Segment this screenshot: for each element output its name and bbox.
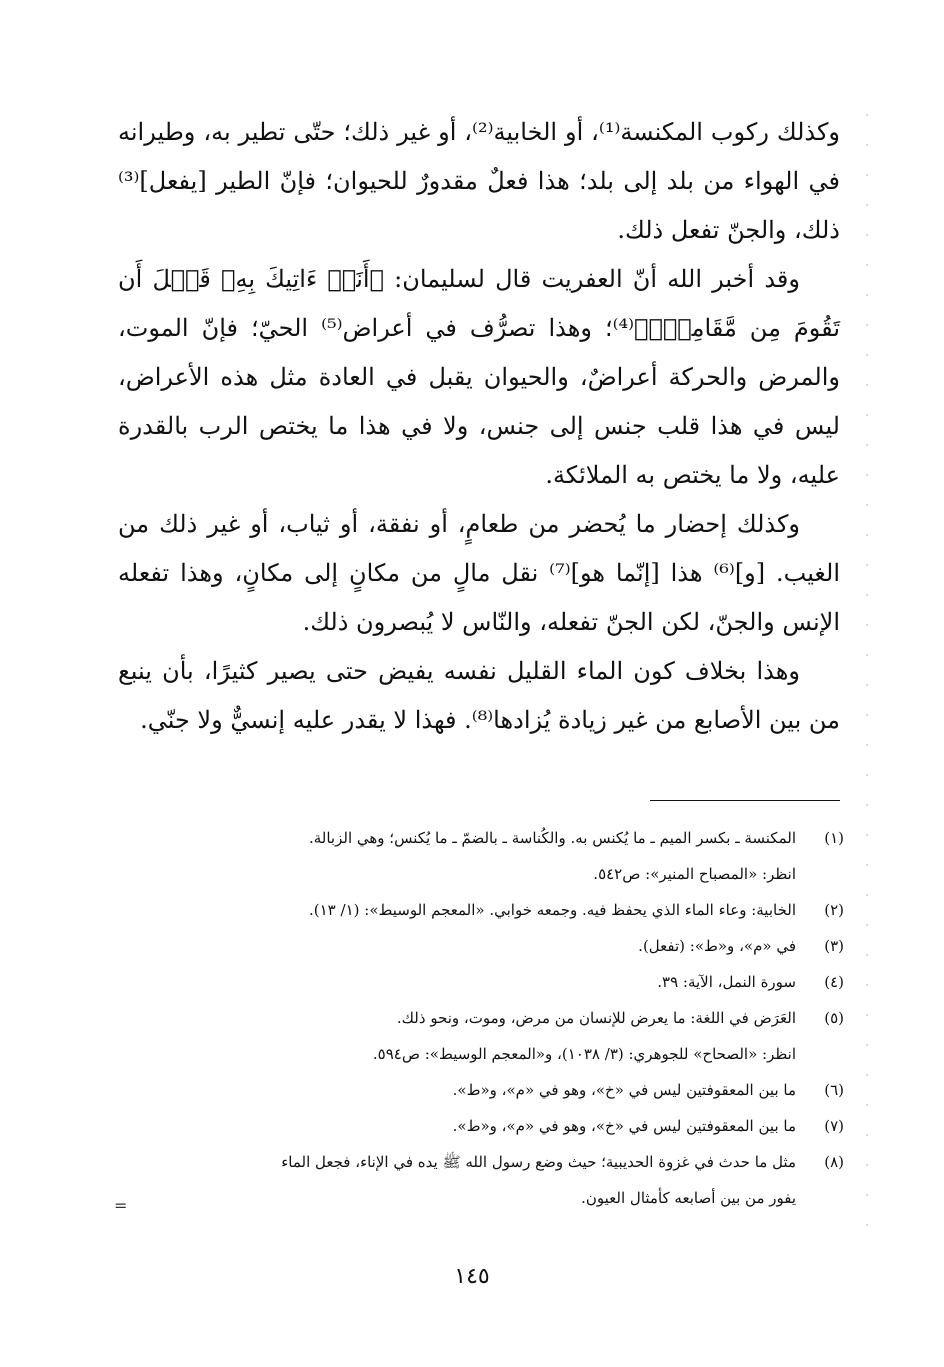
- footnote: [120, 928, 844, 964]
- footnote: [120, 1000, 844, 1072]
- footnote-number: (٥): [824, 1009, 844, 1027]
- footnote-number: (٢): [824, 901, 844, 919]
- page-number: ١٤٥: [454, 1264, 490, 1289]
- footnote-text: [120, 820, 796, 892]
- footnote-line: انظر: «الصحاح» للجوهري: (٣/ ١٠٣٨)، و«المعجم الوسيط»: ص٥٩٤.: [372, 1045, 796, 1063]
- footnote-line: ما بين المعقوفتين ليس في «خ»، وهو في «م»، و«ط».: [452, 1081, 796, 1099]
- footnote: [120, 892, 844, 928]
- footnote: [120, 1072, 844, 1108]
- footnote-text: [120, 1144, 796, 1216]
- footnote-line: العَرَض في اللغة: ما يعرض للإنسان من مرض، وموت، ونحو ذلك.: [396, 1009, 796, 1027]
- footnote: [120, 1144, 844, 1216]
- footnote-line: ما بين المعقوفتين ليس في «خ»، وهو في «م»، و«ط».: [452, 1117, 796, 1135]
- footnote: [120, 964, 844, 1000]
- footnote-line: انظر: «المصباح المنير»: ص٥٤٢.: [593, 865, 796, 883]
- footnote-number: (١): [824, 829, 844, 847]
- footnote-number: (٣): [824, 937, 844, 955]
- footnote-separator: [650, 800, 840, 801]
- footnote: [120, 820, 844, 892]
- footnote-text: [120, 964, 796, 1000]
- footnote-number: (٨): [824, 1153, 844, 1171]
- footnote-number: (٦): [824, 1081, 844, 1099]
- paragraph: وكذلك ركوب المكنسة⁽¹⁾، أو الخابية⁽²⁾، أو غير ذلك؛ حتّى تطير به، وطيرانه في الهواء من بلد إلى بلد؛ هذا فعلٌ مقدورٌ للحيوان؛ فإنّ الطير [يفعل]⁽³⁾ ذلك، والجنّ تفعل ذلك.: [118, 118, 841, 244]
- footnote-line: مثل ما حدث في غزوة الحديبية؛ حيث وضع رسول الله ﷺ يده في الإناء، فجعل الماء: [281, 1153, 796, 1171]
- footnote-text: [120, 928, 796, 964]
- paragraph: وهذا بخلاف كون الماء القليل نفسه يفيض حتى يصير كثيرًا، بأن ينبع من بين الأصابع من غير زيادة يُزادها⁽⁸⁾. فهذا لا يقدر عليه إنسيٌّ ولا جنّي.: [118, 657, 840, 734]
- footnote-line: الخابية: وعاء الماء الذي يحفظ فيه. وجمعه خوابي. «المعجم الوسيط»: (١/ ١٣).: [309, 901, 796, 919]
- footnote-number: (٤): [824, 973, 844, 991]
- footnote-line: سورة النمل، الآية: ٣٩.: [657, 973, 796, 991]
- footnote-text: [120, 892, 796, 928]
- continuation-mark: =: [114, 1196, 128, 1215]
- paragraph: وكذلك إحضار ما يُحضر من طعامٍ، أو نفقة، أو ثياب، أو غير ذلك من الغيب. [و]⁽⁶⁾ هذا [إنّما هو]⁽⁷⁾ نقل مالٍ من مكانٍ إلى مكانٍ، وهذا تفعله الإنس والجنّ، لكن الجنّ تفعله، والنّاس لا يُبصرون ذلك.: [118, 510, 840, 636]
- footnote-line: في «م»، و«ط»: (تفعل).: [638, 937, 796, 955]
- scan-edge-dots: [866, 100, 868, 1250]
- footnotes: [120, 820, 844, 1216]
- main-text: [118, 108, 840, 745]
- footnote: [120, 1108, 844, 1144]
- footnote-line: المكنسة ـ بكسر الميم ـ ما يُكنس به. والكُناسة ـ بالضمّ ـ ما يُكنس؛ وهي الزبالة.: [308, 829, 796, 847]
- footnote-text: [120, 1072, 796, 1108]
- footnote-number: (٧): [824, 1117, 844, 1135]
- footnote-text: [120, 1000, 796, 1072]
- paragraph: وقد أخبر الله أنّ العفريت قال لسليمان: ﴿أَنَا۠ ءَاتِيكَ بِهِۦ قَبۡلَ أَن تَقُومَ مِن مَّقَامِكَۖ﴾⁽⁴⁾؛ وهذا تصرُّف في أعراض⁽⁵⁾ الحيّ؛ فإنّ الموت، والمرض والحركة أعراضٌ، والحيوان يقبل في العادة مثل هذه الأعراض، ليس في هذا قلب جنس إلى جنس، ولا في هذا ما يختص الرب بالقدرة عليه، ولا ما يختص به الملائكة.: [118, 265, 840, 489]
- footnote-text: [120, 1108, 796, 1144]
- footnote-line: يفور من بين أصابعه كأمثال العيون.: [581, 1189, 796, 1207]
